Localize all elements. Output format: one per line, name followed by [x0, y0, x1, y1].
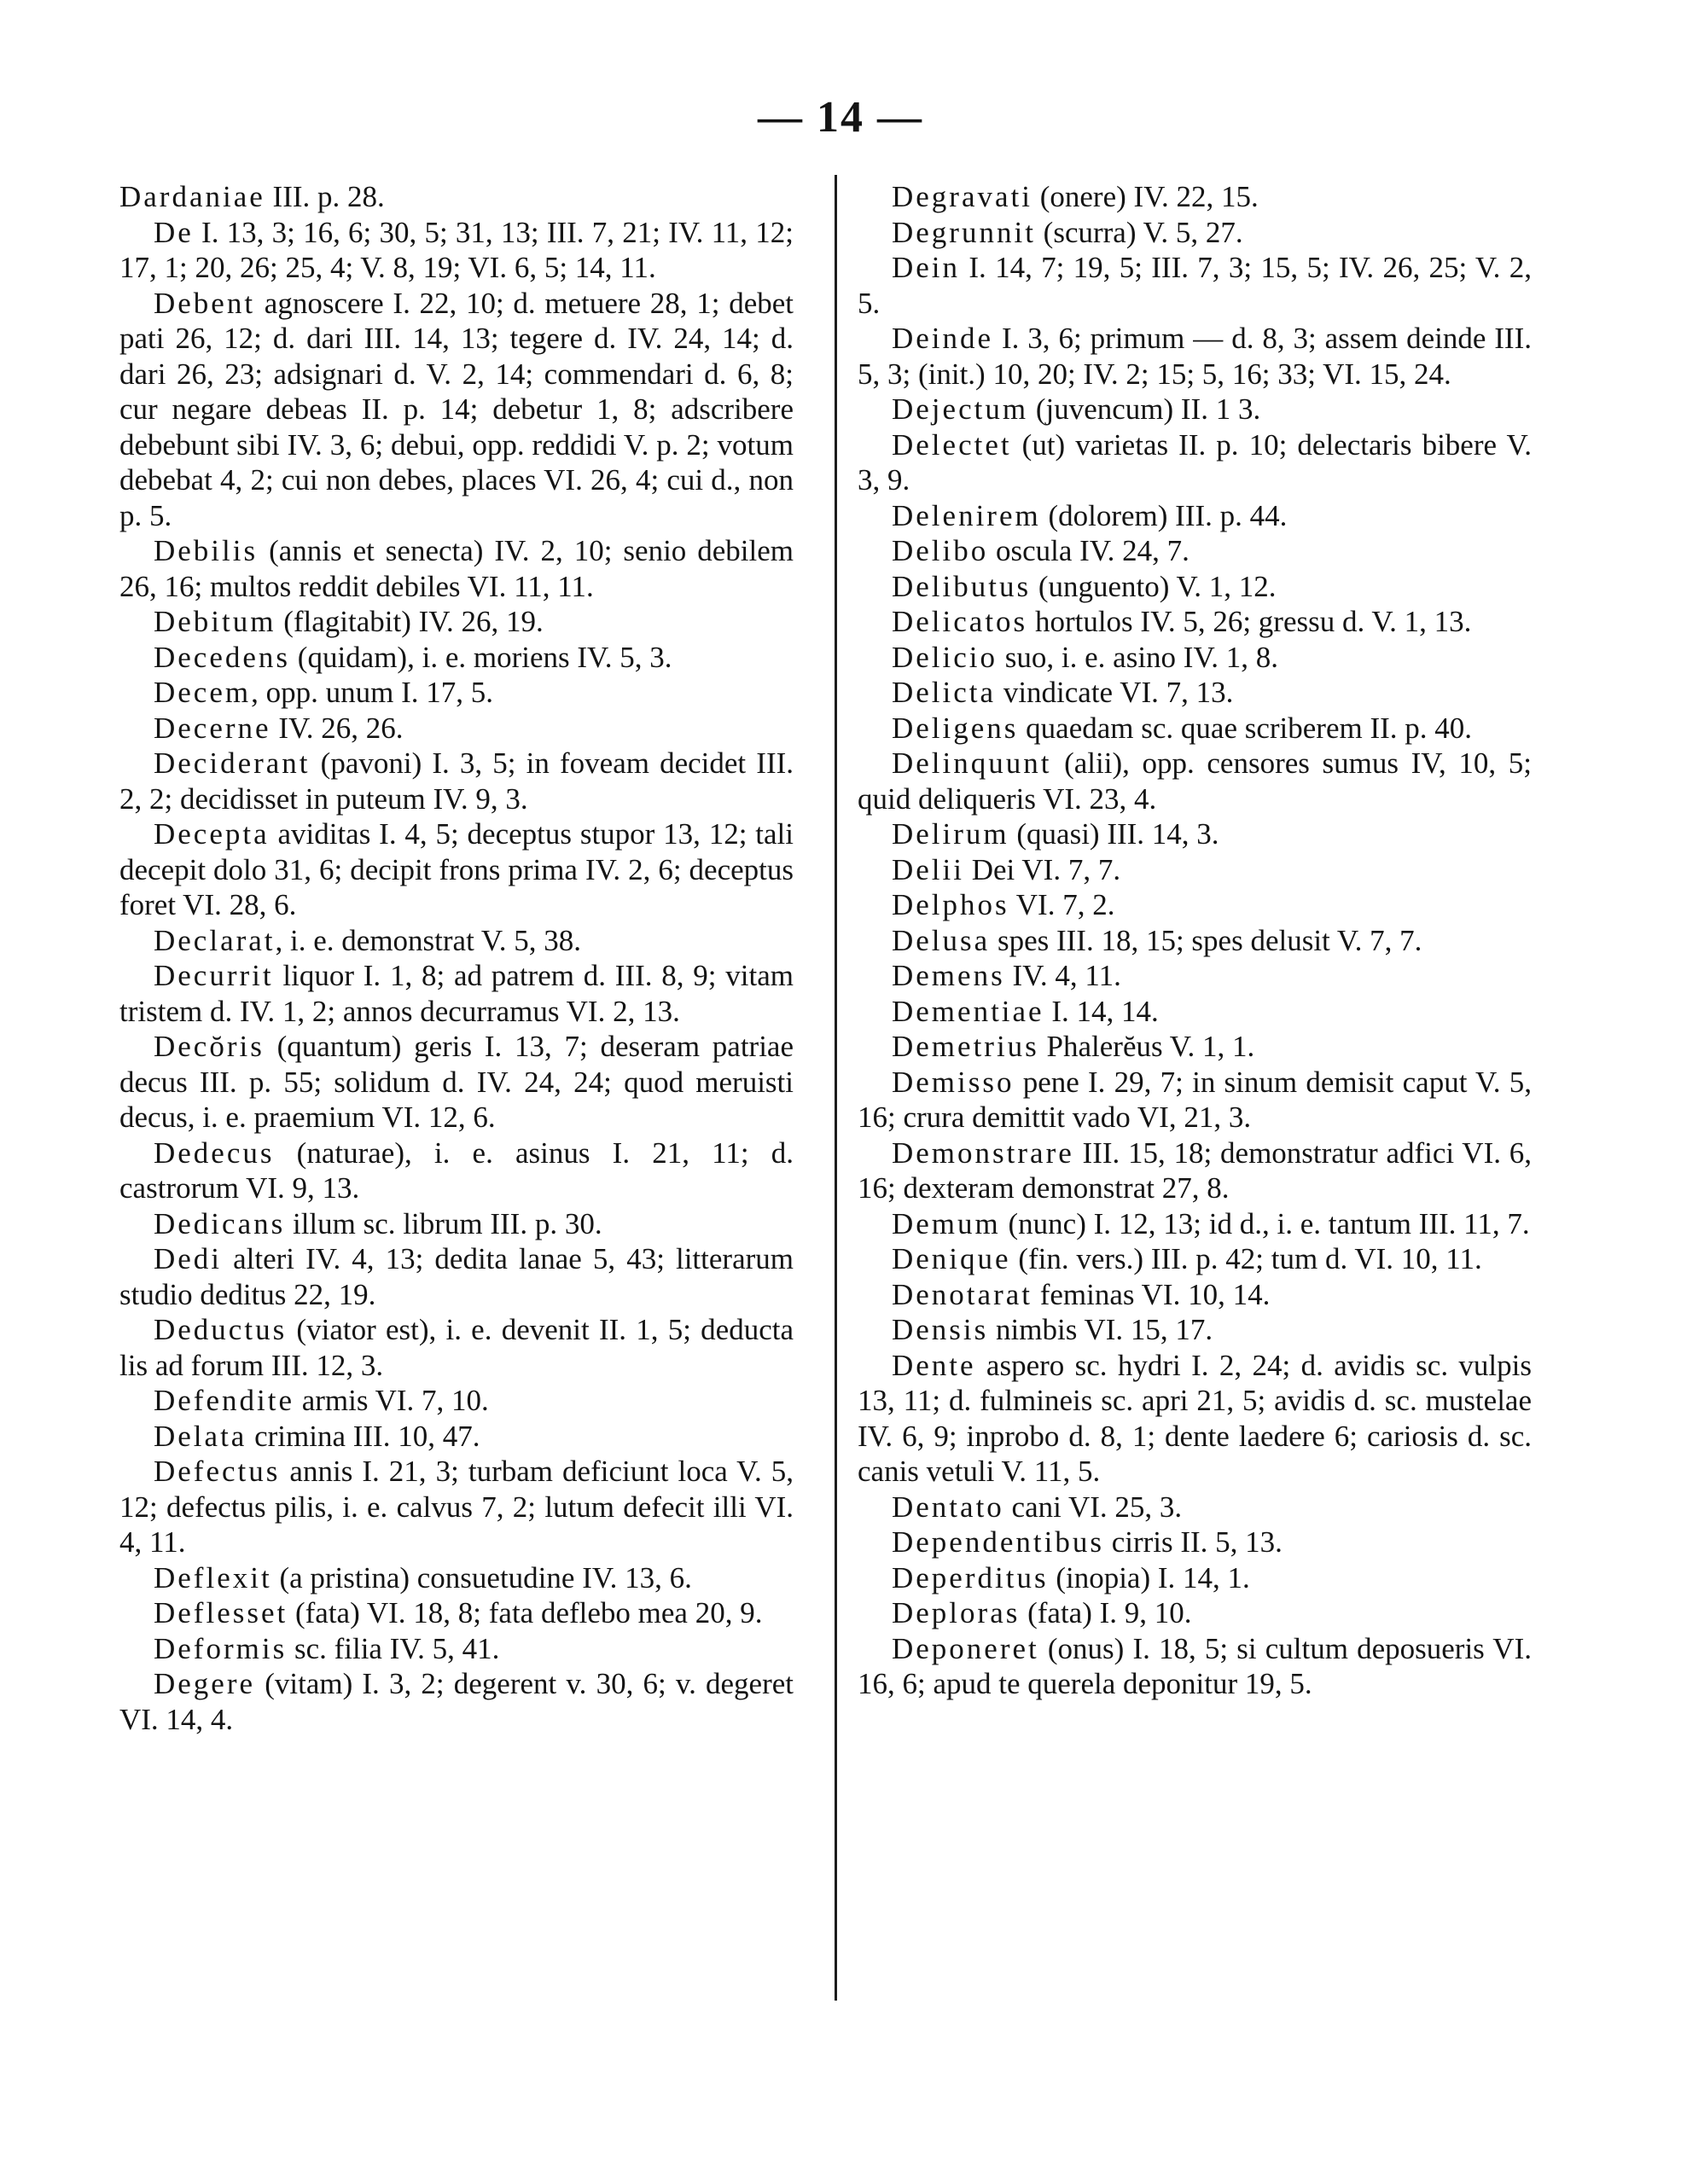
entry-headword: Defendite	[154, 1384, 294, 1417]
entry-references: (juvencum) II. 1 3.	[1028, 392, 1261, 426]
entry-headword: Dedecus	[154, 1136, 275, 1170]
entry-references: pene I. 29, 7; in sinum demisit caput V. 5, 16; crura demittit vado VI, 21, 3.	[858, 1065, 1532, 1134]
entry-headword: Delibutus	[892, 569, 1032, 603]
index-entry	[119, 215, 794, 286]
entry-headword: Delii	[892, 852, 964, 886]
index-entry	[119, 1595, 794, 1631]
index-entry	[119, 1206, 794, 1242]
entry-headword: Delicatos	[892, 605, 1028, 638]
entry-references: (inopia) I. 14, 1.	[1048, 1560, 1250, 1594]
index-entry	[119, 604, 794, 640]
entry-references: VI. 7, 2.	[1009, 888, 1115, 921]
entry-references: (onere) IV. 22, 15.	[1032, 180, 1259, 213]
entry-references: liquor I. 1, 8; ad patrem d. III. 8, 9; vitam tristem d. IV. 1, 2; annos decurramus VI. 2, 13.	[119, 959, 794, 1028]
index-entry	[858, 816, 1532, 852]
index-entry	[119, 711, 794, 746]
entry-references: oscula IV. 24, 7.	[988, 534, 1189, 567]
entry-references: (scurra) V. 5, 27.	[1035, 215, 1243, 249]
entry-references: I. 13, 3; 16, 6; 30, 5; 31, 13; III. 7, 21; IV. 11, 12; 17, 1; 20, 26; 25, 4; V. 8, 19; VI. 6, 5; 14, 11.	[119, 215, 794, 284]
index-entry	[858, 675, 1532, 711]
entry-headword: Decŏris	[154, 1030, 265, 1063]
index-entry	[858, 1631, 1532, 1702]
index-entry	[858, 498, 1532, 534]
entry-headword: Delirum	[892, 817, 1009, 851]
index-entry	[858, 1277, 1532, 1313]
entry-references: cirris II. 5, 13.	[1103, 1525, 1283, 1559]
entry-references: I. 14, 7; 19, 5; III. 7, 3; 15, 5; IV. 26, 25; V. 2, 5.	[858, 251, 1532, 320]
index-entry	[858, 1348, 1532, 1490]
entry-references: sc. filia IV. 5, 41.	[287, 1631, 500, 1665]
entry-headword: Deductus	[154, 1313, 288, 1346]
index-entry	[858, 958, 1532, 994]
column-divider	[835, 175, 837, 2001]
index-entry	[858, 887, 1532, 923]
entry-headword: Delectet	[892, 427, 1012, 462]
entry-references: III. 15, 18; demonstratur adfici VI. 6, 16; dexteram demonstrat 27, 8.	[858, 1136, 1532, 1205]
entry-references: (onus) I. 18, 5; si cultum deposueris VI. 16, 6; apud te querela deponitur 19, 5.	[858, 1631, 1532, 1700]
index-entry	[119, 923, 794, 959]
entry-references: (alii), opp. censores sumus IV, 10, 5; quid deliqueris VI. 23, 4.	[858, 746, 1532, 816]
entry-references: , i. e. demonstrat V. 5, 38.	[275, 923, 581, 957]
entry-headword: Delibo	[892, 534, 989, 567]
index-column-left	[119, 179, 794, 1737]
entry-headword: Demonstrare	[892, 1136, 1074, 1170]
index-entry	[119, 1383, 794, 1419]
entry-references: cani VI. 25, 3.	[1003, 1490, 1183, 1524]
index-entry	[119, 1419, 794, 1455]
entry-references: (vitam) I. 3, 2; degerent v. 30, 6; v. degeret VI. 14, 4.	[119, 1667, 794, 1736]
entry-references: vindicate VI. 7, 13.	[996, 676, 1234, 709]
entry-headword: Denotarat	[892, 1277, 1032, 1311]
entry-headword: Deciderant	[154, 746, 311, 780]
entry-headword: Delicta	[892, 676, 997, 709]
entry-references: IV. 26, 26.	[270, 711, 404, 745]
entry-headword: Defectus	[154, 1455, 281, 1488]
entry-headword: Demetrius	[892, 1030, 1039, 1063]
entry-headword: Dentato	[892, 1490, 1004, 1524]
entry-headword: Decurrit	[154, 959, 274, 992]
entry-headword: Demens	[892, 959, 1005, 992]
entry-headword: Dependentibus	[892, 1525, 1104, 1559]
entry-headword: Decepta	[154, 817, 270, 851]
entry-references: annis I. 21, 3; turbam deficiunt loca V. 5, 12; defectus pilis, i. e. calvus 7, 2; lutum defecit illi VI. 4, 11.	[119, 1455, 794, 1559]
index-entry	[119, 1136, 794, 1206]
entry-references: quaedam sc. quae scriberem II. p. 40.	[1018, 711, 1473, 745]
entry-headword: Degravati	[892, 180, 1032, 213]
index-entry	[119, 533, 794, 604]
entry-references: nimbis VI. 15, 17.	[988, 1313, 1213, 1346]
index-entry	[119, 816, 794, 923]
entry-references: (naturae), i. e. asinus I. 21, 11; d. castrorum VI. 9, 13.	[119, 1136, 794, 1205]
entry-headword: Degere	[154, 1667, 256, 1700]
entry-references: alteri IV. 4, 13; dedita lanae 5, 43; litterarum studio deditus 22, 19.	[119, 1242, 794, 1311]
index-entry	[858, 1560, 1532, 1596]
entry-references: (quantum) geris I. 13, 7; deseram patriae decus III. p. 55; solidum d. IV. 24, 24; quod meruisti decus, i. e. praemium VI. 12, 6.	[119, 1030, 794, 1134]
index-entry	[119, 1029, 794, 1136]
entry-headword: Dardaniae	[119, 180, 265, 213]
entry-headword: De	[154, 215, 194, 249]
entry-headword: Deperditus	[892, 1560, 1049, 1594]
entry-headword: Delenirem	[892, 498, 1041, 532]
entry-references: (flagitabit) IV. 26, 19.	[276, 605, 544, 638]
entry-references: illum sc. librum III. p. 30.	[285, 1206, 602, 1240]
index-entry	[858, 179, 1532, 215]
entry-references: feminas VI. 10, 14.	[1032, 1277, 1271, 1311]
entry-references: I. 3, 6; primum — d. 8, 3; assem deinde III. 5, 3; (init.) 10, 20; IV. 2; 15; 5, 16; 33; VI. 15, 24.	[858, 322, 1532, 391]
entry-headword: Deflexit	[154, 1560, 272, 1594]
entry-references: (pavoni) I. 3, 5; in foveam decidet III. 2, 2; decidisset in puteum IV. 9, 3.	[119, 746, 794, 816]
entry-references: Dei VI. 7, 7.	[963, 852, 1121, 886]
entry-references: armis VI. 7, 10.	[294, 1384, 489, 1417]
index-entry	[858, 1029, 1532, 1065]
entry-headword: Deflesset	[154, 1596, 288, 1629]
entry-references: , opp. unum I. 17, 5.	[251, 676, 493, 709]
index-entry	[858, 1595, 1532, 1631]
entry-references: agnoscere I. 22, 10; d. metuere 28, 1; debet pati 26, 12; d. dari III. 14, 13; tegere d. IV. 24, 14; d. dari 26, 23; adsignari d. V. 2, 14; commendari d. 6, 8; cur negare debeas II. p. 14; debetur 1, 8; adscribere debebunt sibi IV. 3, 6; debui, opp. reddidi V. p. 2; votum debebat 4, 2; cui non debes, places VI. 26, 4; cui d., non p. 5.	[119, 286, 794, 532]
index-column-right	[858, 179, 1532, 1702]
index-entry	[119, 675, 794, 711]
index-entry	[858, 321, 1532, 392]
index-entry	[119, 958, 794, 1029]
entry-headword: Delphos	[892, 888, 1009, 921]
page-number: — 14 —	[758, 93, 923, 142]
entry-headword: Delinquunt	[892, 746, 1052, 780]
index-entry	[858, 1490, 1532, 1525]
index-entry	[119, 640, 794, 676]
index-entry	[119, 1312, 794, 1383]
entry-headword: Dementiae	[892, 994, 1044, 1028]
index-entry	[119, 1454, 794, 1560]
index-entry	[858, 533, 1532, 569]
index-entry	[119, 179, 794, 215]
index-entry	[858, 1065, 1532, 1136]
entry-references: (unguento) V. 1, 12.	[1031, 569, 1277, 603]
index-entry	[858, 1312, 1532, 1348]
entry-references: (viator est), i. e. devenit II. 1, 5; deducta lis ad forum III. 12, 3.	[119, 1313, 794, 1382]
index-entry	[858, 427, 1532, 498]
entry-references: crimina III. 10, 47.	[247, 1419, 480, 1453]
entry-headword: Debitum	[154, 605, 276, 638]
entry-references: suo, i. e. asino IV. 1, 8.	[998, 640, 1278, 674]
index-entry	[858, 852, 1532, 888]
entry-references: spes III. 18, 15; spes delusit V. 7, 7.	[990, 923, 1422, 957]
entry-headword: Decem	[154, 676, 252, 709]
entry-headword: Decedens	[154, 640, 291, 674]
index-entry	[119, 1560, 794, 1596]
entry-references: aspero sc. hydri I. 2, 24; d. avidis sc. vulpis 13, 11; d. fulmineis sc. apri 21, 5; avidis d. sc. mustelae IV. 6, 9; inprobo d. 8, 1; dente laedere 6; cariosis d. sc. canis vetuli V. 11, 5.	[858, 1348, 1532, 1488]
entry-headword: Dein	[892, 251, 961, 284]
entry-references: (dolorem) III. p. 44.	[1040, 498, 1288, 532]
index-entry	[858, 923, 1532, 959]
entry-headword: Debent	[154, 286, 256, 320]
entry-references: hortulos IV. 5, 26; gressu d. V. 1, 13.	[1027, 605, 1472, 638]
entry-headword: Delusa	[892, 923, 991, 957]
entry-headword: Densis	[892, 1313, 989, 1346]
index-entry	[858, 1136, 1532, 1206]
index-entry	[858, 215, 1532, 251]
index-entry	[119, 746, 794, 816]
entry-headword: Deligens	[892, 711, 1019, 745]
entry-headword: Debilis	[154, 534, 259, 567]
entry-references: (fata) I. 9, 10.	[1020, 1596, 1192, 1629]
index-entry	[858, 1525, 1532, 1560]
entry-headword: Dedi	[154, 1242, 223, 1275]
entry-headword: Delata	[154, 1419, 247, 1453]
entry-headword: Deponeret	[892, 1631, 1039, 1665]
entry-references: (fin. vers.) III. p. 42; tum d. VI. 10, 11.	[1010, 1242, 1482, 1275]
entry-headword: Deploras	[892, 1596, 1021, 1629]
index-entry	[119, 1631, 794, 1667]
entry-references: Phalerĕus V. 1, 1.	[1038, 1030, 1255, 1063]
entry-headword: Denique	[892, 1242, 1011, 1275]
entry-references: (a pristina) consuetudine IV. 13, 6.	[271, 1560, 692, 1594]
entry-headword: Dedicans	[154, 1206, 286, 1240]
index-entry	[119, 286, 794, 534]
entry-references: III. p. 28.	[265, 180, 385, 213]
index-entry	[858, 711, 1532, 746]
entry-headword: Degrunnit	[892, 215, 1036, 249]
entry-headword: Dejectum	[892, 392, 1029, 426]
index-entry	[858, 1206, 1532, 1242]
entry-headword: Deinde	[892, 322, 994, 355]
entry-references: (annis et senecta) IV. 2, 10; senio debilem 26, 16; multos reddit debiles VI. 11, 11.	[119, 534, 794, 603]
entry-references: aviditas I. 4, 5; deceptus stupor 13, 12; tali decepit dolo 31, 6; decipit frons prima IV. 2, 6; deceptus foret VI. 28, 6.	[119, 817, 794, 921]
index-entry	[858, 640, 1532, 676]
entry-headword: Demum	[892, 1206, 1001, 1240]
entry-references: (nunc) I. 12, 13; id d., i. e. tantum III. 11, 7.	[1000, 1206, 1530, 1240]
index-entry	[858, 746, 1532, 816]
entry-references: (quasi) III. 14, 3.	[1009, 817, 1219, 851]
entry-headword: Demisso	[892, 1065, 1015, 1099]
entry-headword: Deformis	[154, 1631, 288, 1665]
entry-headword: Declarat	[154, 923, 276, 957]
index-entry	[119, 1666, 794, 1737]
entry-references: IV. 4, 11.	[1004, 959, 1121, 992]
entry-references: I. 14, 14.	[1044, 994, 1159, 1028]
entry-headword: Dente	[892, 1348, 976, 1382]
entry-references: (fata) VI. 18, 8; fata deflebo mea 20, 9.	[288, 1596, 763, 1629]
index-entry	[858, 604, 1532, 640]
index-entry	[858, 994, 1532, 1030]
index-entry	[858, 1241, 1532, 1277]
entry-headword: Decerne	[154, 711, 271, 745]
index-entry	[858, 569, 1532, 605]
index-entry	[858, 250, 1532, 321]
entry-references: (ut) varietas II. p. 10; delectaris bibere V. 3, 9.	[858, 427, 1532, 497]
entry-references: (quidam), i. e. moriens IV. 5, 3.	[290, 640, 672, 674]
index-entry	[858, 392, 1532, 427]
index-entry	[119, 1241, 794, 1312]
entry-headword: Delicio	[892, 640, 998, 674]
